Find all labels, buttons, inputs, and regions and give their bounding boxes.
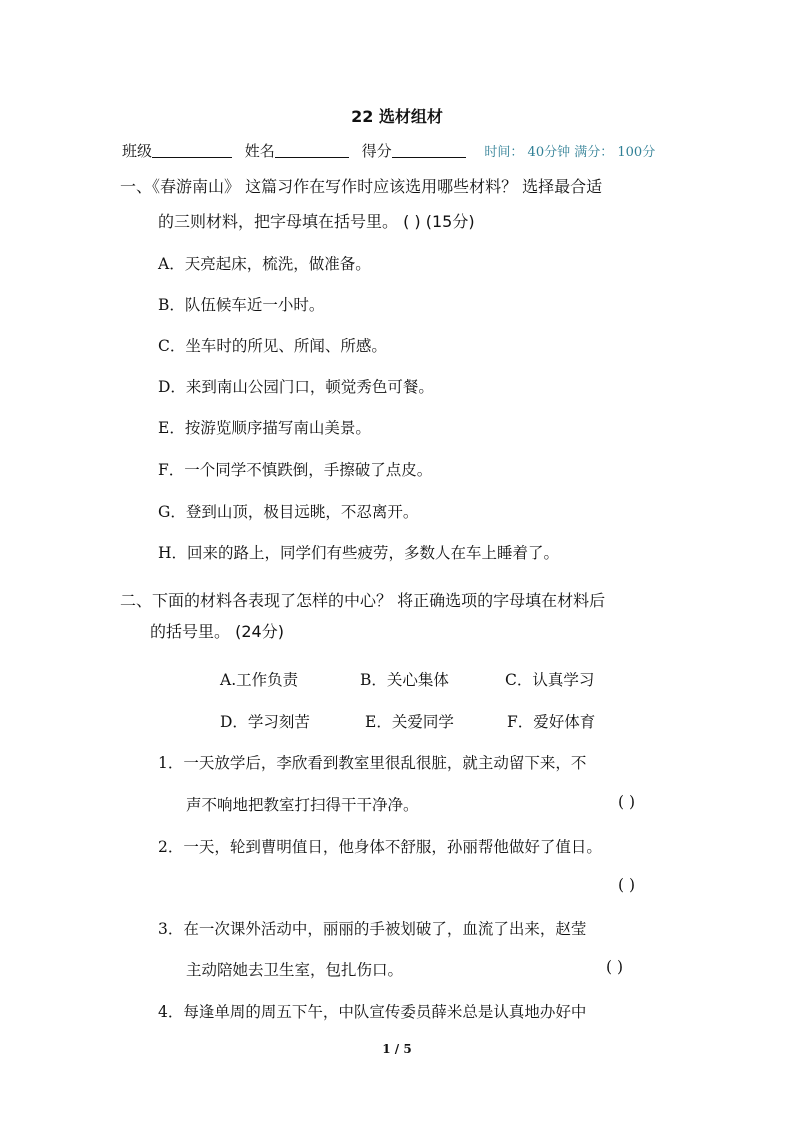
class-label: 班级: [122, 142, 153, 160]
item1-line2: 声不响地把教室打扫得干干净净。: [186, 796, 419, 814]
item3-line1: 3．在一次课外活动中，丽丽的手被划破了，血流了出来，赵莹: [158, 920, 587, 938]
full-score-label: 满分：: [574, 145, 614, 160]
option-h: H．回来的路上，同学们有些疲劳，多数人在车上睡着了。: [158, 544, 560, 562]
time-label: 时间：: [484, 145, 524, 160]
score-label: 得分: [361, 142, 392, 160]
section1-heading: 一、《春游南山》 这篇习作在写作时应该选用哪些材料？ 选择最合适: [120, 177, 603, 196]
score-blank[interactable]: [392, 143, 466, 158]
option-c: C．坐车时的所见、所闻、所感。: [158, 337, 387, 355]
page-title: 22 选材组材: [351, 107, 443, 126]
item4-line1: 4．每逢单周的周五下午，中队宣传委员薛米总是认真地办好中: [158, 1003, 587, 1021]
item2-line1: 2．一天，轮到曹明值日，他身体不舒服，孙丽帮他做好了值日。: [158, 838, 602, 856]
item1-answer-paren[interactable]: ( ): [618, 793, 636, 811]
option-f: F．一个同学不慎跌倒，手擦破了点皮。: [158, 461, 433, 479]
item1-line1: 1．一天放学后，李欣看到教室里很乱很脏，就主动留下来，不: [158, 754, 587, 772]
option-d: D．来到南山公园门口，顿觉秀色可餐。: [158, 378, 434, 396]
item3-answer-paren[interactable]: ( ): [606, 958, 624, 976]
class-blank[interactable]: [152, 143, 232, 158]
timing-info: [484, 145, 655, 160]
full-score-value: 100分: [617, 145, 656, 160]
section2-instruction: 的括号里。 (24分): [150, 622, 284, 641]
option-b: B．队伍候车近一小时。: [158, 296, 325, 314]
choice-c: C．认真学习: [505, 671, 595, 689]
time-value: 40分钟: [527, 145, 571, 160]
section1-instruction: 的三则材料，把字母填在括号里。 ( ) (15分): [158, 212, 475, 231]
name-label: 姓名: [244, 142, 275, 160]
student-info-row: [122, 140, 682, 161]
page-number: 1 / 5: [382, 1042, 412, 1056]
choice-a: A.工作负责: [220, 671, 299, 689]
section2-heading: 二、下面的材料各表现了怎样的中心？ 将正确选项的字母填在材料后: [120, 591, 606, 610]
option-a: A．天亮起床，梳洗，做准备。: [158, 255, 371, 273]
choice-b: B．关心集体: [360, 671, 449, 689]
name-blank[interactable]: [275, 143, 349, 158]
item3-line2: 主动陪她去卫生室，包扎伤口。: [186, 961, 404, 979]
choice-e: E．关爱同学: [365, 713, 454, 731]
choice-f: F．爱好体育: [507, 713, 596, 731]
option-g: G．登到山顶，极目远眺，不忍离开。: [158, 503, 419, 521]
option-e: E．按游览顺序描写南山美景。: [158, 419, 371, 437]
item2-answer-paren[interactable]: ( ): [618, 876, 636, 894]
choice-d: D．学习刻苦: [220, 713, 310, 731]
